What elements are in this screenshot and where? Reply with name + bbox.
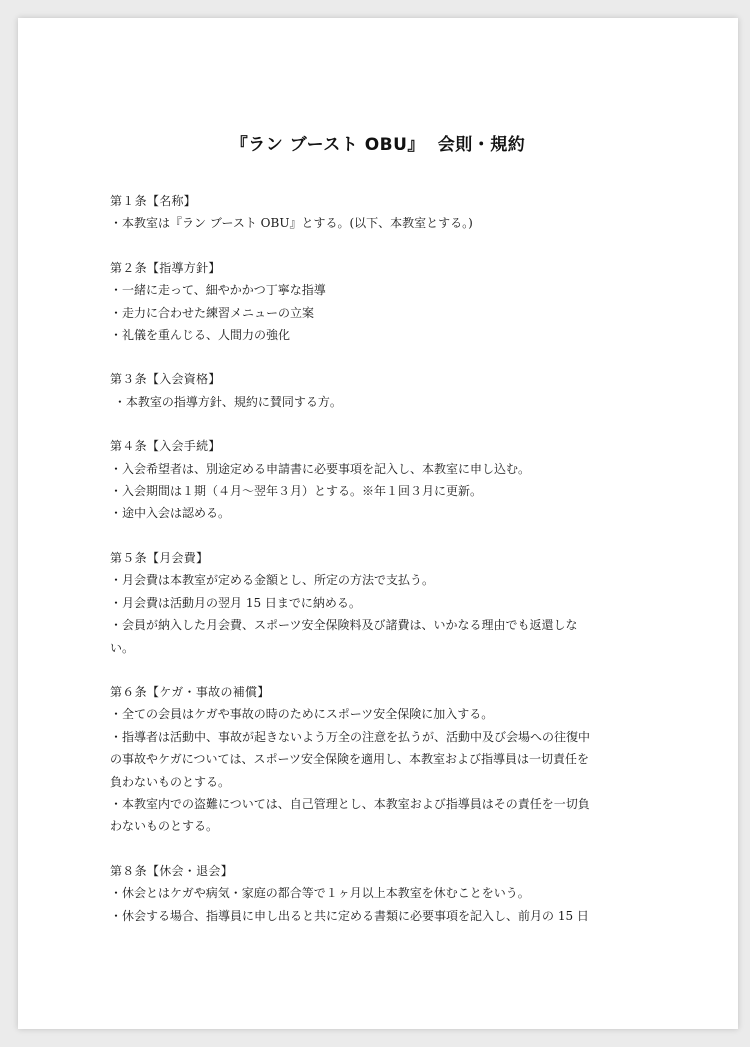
article-heading: 第８条【休会・退会】: [110, 863, 234, 878]
article-line: い。: [110, 640, 135, 655]
article-line: ・入会期間は１期（４月～翌年３月）とする。※年１回３月に更新。: [110, 484, 483, 499]
article-heading: 第５条【月会費】: [110, 550, 209, 565]
article-line: ・会員が納入した月会費、スポーツ安全保険料及び諸費は、いかなる理由でも返還しな: [110, 618, 578, 633]
article-heading: 第６条【ケガ・事故の補償】: [110, 684, 270, 699]
article-2: [110, 257, 670, 347]
article-5: [110, 547, 670, 659]
document-title: 『ラン ブースト OBU』 会則・規約: [230, 135, 526, 155]
article-line: ・本教室は『ラン ブースト OBU』とする。(以下、本教室とする。): [110, 216, 473, 231]
article-line: ・本教室の指導方針、規約に賛同する方。: [110, 394, 342, 409]
article-6: [110, 681, 670, 838]
article-line: ・一緒に走って、細やかかつ丁寧な指導: [110, 283, 326, 298]
document-body: [110, 190, 670, 949]
article-line: ・入会希望者は、別途定める申請書に必要事項を記入し、本教室に申し込む。: [110, 461, 531, 476]
article-heading: 第２条【指導方針】: [110, 260, 221, 275]
article-line: の事故やケガについては、スポーツ安全保険を適用し、本教室および指導員は一切責任を: [110, 752, 590, 767]
article-heading: 第１条【名称】: [110, 194, 197, 208]
article-line: わないものとする。: [110, 819, 219, 834]
article-4: [110, 435, 670, 525]
article-3: [110, 368, 670, 413]
document-page: [18, 18, 738, 1029]
article-line: ・走力に合わせた練習メニューの立案: [110, 305, 315, 320]
article-line: ・休会とはケガや病気・家庭の都合等で１ヶ月以上本教室を休むことをいう。: [110, 886, 530, 901]
article-line: ・月会費は本教室が定める金額とし、所定の方法で支払う。: [110, 573, 435, 588]
article-heading: 第３条【入会資格】: [110, 372, 221, 387]
article-line: ・月会費は活動月の翌月 15 日までに納める。: [110, 595, 361, 610]
article-heading: 第４条【入会手続】: [110, 439, 221, 454]
article-line: ・全ての会員はケガや事故の時のためにスポーツ安全保険に加入する。: [110, 707, 494, 722]
article-line: ・礼儀を重んじる、人間力の強化: [110, 328, 291, 343]
article-line: 負わないものとする。: [110, 774, 231, 789]
article-line: ・休会する場合、指導員に申し出ると共に定める書類に必要事項を記入し、前月の 15 日: [110, 908, 589, 923]
article-line: ・途中入会は認める。: [110, 506, 231, 521]
article-1: [110, 190, 670, 235]
article-line: ・指導者は活動中、事故が起きないよう万全の注意を払うが、活動中及び会場への往復中: [110, 729, 591, 744]
article-8: [110, 860, 670, 927]
article-line: ・本教室内での盗難については、自己管理とし、本教室および指導員はその責任を一切負: [110, 796, 590, 811]
